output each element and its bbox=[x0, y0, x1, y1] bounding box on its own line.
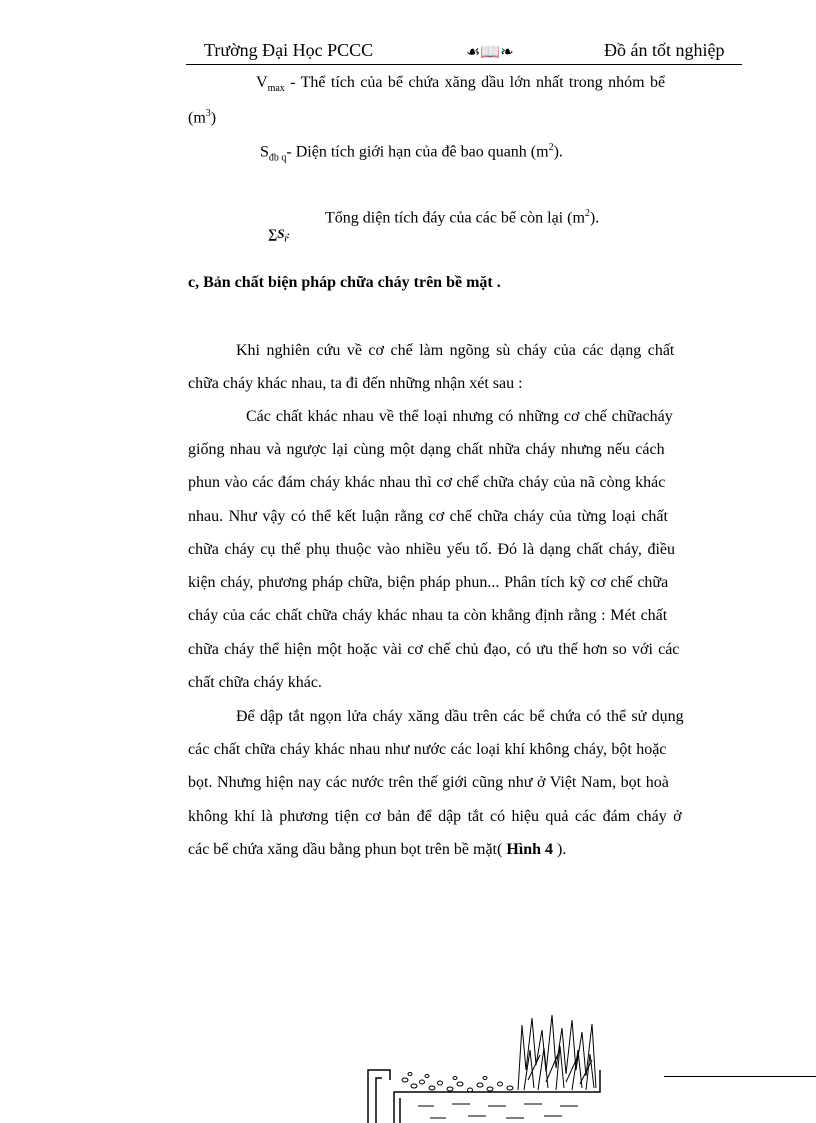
figure-side-line bbox=[664, 1076, 816, 1077]
def-sum bbox=[325, 208, 599, 227]
p2-line-2: phun vào các đám cháy khác nhau thì cơ chế chữa cháy của nã còng khác bbox=[188, 474, 666, 491]
tank-wall bbox=[394, 1070, 600, 1123]
p2-line-8: chất chữa cháy khác. bbox=[188, 674, 322, 691]
def-vmax-symbol: V bbox=[256, 74, 268, 91]
def-vmax-unit-close: ) bbox=[210, 109, 217, 127]
def-sum-symbol bbox=[268, 226, 290, 244]
header-rule bbox=[186, 64, 742, 65]
def-sdbq bbox=[260, 142, 563, 164]
p3-line-0: Để dập tắt ngọn lửa cháy xăng dầu trên các bể chứa có thể sử dụng bbox=[236, 708, 684, 725]
p2-line-5: kiện cháy, phương pháp chữa, biện pháp phun... Phân tích kỹ cơ chế chữa bbox=[188, 574, 669, 591]
section-heading: c, Bản chất biện pháp chữa cháy trên bề mặt . bbox=[188, 274, 501, 291]
p3-line-3: không khí là phương tiện cơ bản để dập tắt có hiệu quả các đám cháy ở bbox=[188, 808, 682, 825]
foam-layer bbox=[402, 1073, 513, 1093]
p2-line-3: nhau. Như vậy có thể kết luận rằng cơ chế chữa cháy của từng loại chất bbox=[188, 508, 668, 525]
def-sdbq-text: - Diện tích giới hạn của đê bao quanh (m bbox=[286, 143, 549, 161]
p1-line-0-text: Khi nghiên cứu về cơ chế làm ngõng sù cháy của các dạng chất bbox=[236, 342, 675, 359]
def-sdbq-symbol: S bbox=[260, 143, 269, 161]
def-sum-end: ). bbox=[589, 209, 600, 227]
figure-reference: Hình 4 bbox=[506, 841, 554, 858]
def-sum-symbol-text: ∑S bbox=[268, 226, 285, 241]
flames bbox=[518, 1015, 596, 1090]
p2-line-4: chữa cháy cụ thể phụ thuộc vào nhiều yếu tố. Đó là dạng chất cháy, điều bbox=[188, 541, 676, 558]
p3-last-text: các bể chứa xăng dầu bằng phun bọt trên bề mặt( bbox=[188, 841, 507, 858]
def-vmax-unit-open: (m bbox=[188, 109, 206, 127]
p3-last-end: ). bbox=[553, 841, 567, 858]
p2-line-0: Các chất khác nhau về thể loại nhưng có những cơ chế chữacháy bbox=[246, 408, 673, 425]
p3-line-4 bbox=[188, 841, 566, 859]
liquid-layer bbox=[418, 1104, 578, 1118]
p1-line-1: chữa cháy khác nhau, ta đi đến những nhận xét sau : bbox=[188, 375, 523, 392]
def-vmax-unit bbox=[188, 108, 216, 127]
def-vmax-sub: max bbox=[267, 83, 285, 95]
tank-fire-figure bbox=[360, 1010, 610, 1123]
def-sum-colon: : bbox=[286, 230, 290, 240]
def-sdbq-sup: 2 bbox=[548, 142, 554, 153]
header-ornament-icon: ☙📖❧ bbox=[466, 44, 514, 61]
p2-line-6: cháy của các chất chữa cháy khác nhau ta còn khẳng định rằng : Mét chất bbox=[188, 607, 668, 624]
foam-pipe bbox=[368, 1070, 390, 1123]
header-doc-type: Đồ án tốt nghiệp bbox=[604, 40, 725, 60]
def-sum-sup: 2 bbox=[584, 208, 590, 219]
def-sum-sub: i bbox=[284, 234, 287, 244]
def-sdbq-end: ). bbox=[553, 143, 563, 161]
def-vmax bbox=[256, 74, 758, 94]
def-sdbq-sub: đb q bbox=[268, 152, 287, 164]
p3-line-2: bọt. Nhưng hiện nay các nước trên thế giới cũng như ở Việt Nam, bọt hoà bbox=[188, 774, 669, 791]
header-school-name: Trường Đại Học PCCC bbox=[204, 40, 374, 60]
p3-line-1: các chất chữa cháy khác nhau như nước các loại khí không cháy, bột hoặc bbox=[188, 741, 667, 758]
def-sum-text: Tổng diện tích đáy của các bể còn lại (m bbox=[325, 209, 585, 227]
def-vmax-text: - Thể tích của bể chứa xăng dầu lớn nhất trong nhóm bể bbox=[284, 74, 666, 91]
def-vmax-unit-sup: 3 bbox=[205, 108, 211, 119]
p2-line-7: chữa cháy thể hiện một hoặc vài cơ chế chủ đạo, có ưu thế hơn so với các bbox=[188, 641, 680, 658]
p2-line-1: giống nhau và ngược lại cùng một dạng chất nhữa cháy nhưng nếu cách bbox=[188, 441, 665, 458]
p1-line-0 bbox=[236, 342, 758, 360]
